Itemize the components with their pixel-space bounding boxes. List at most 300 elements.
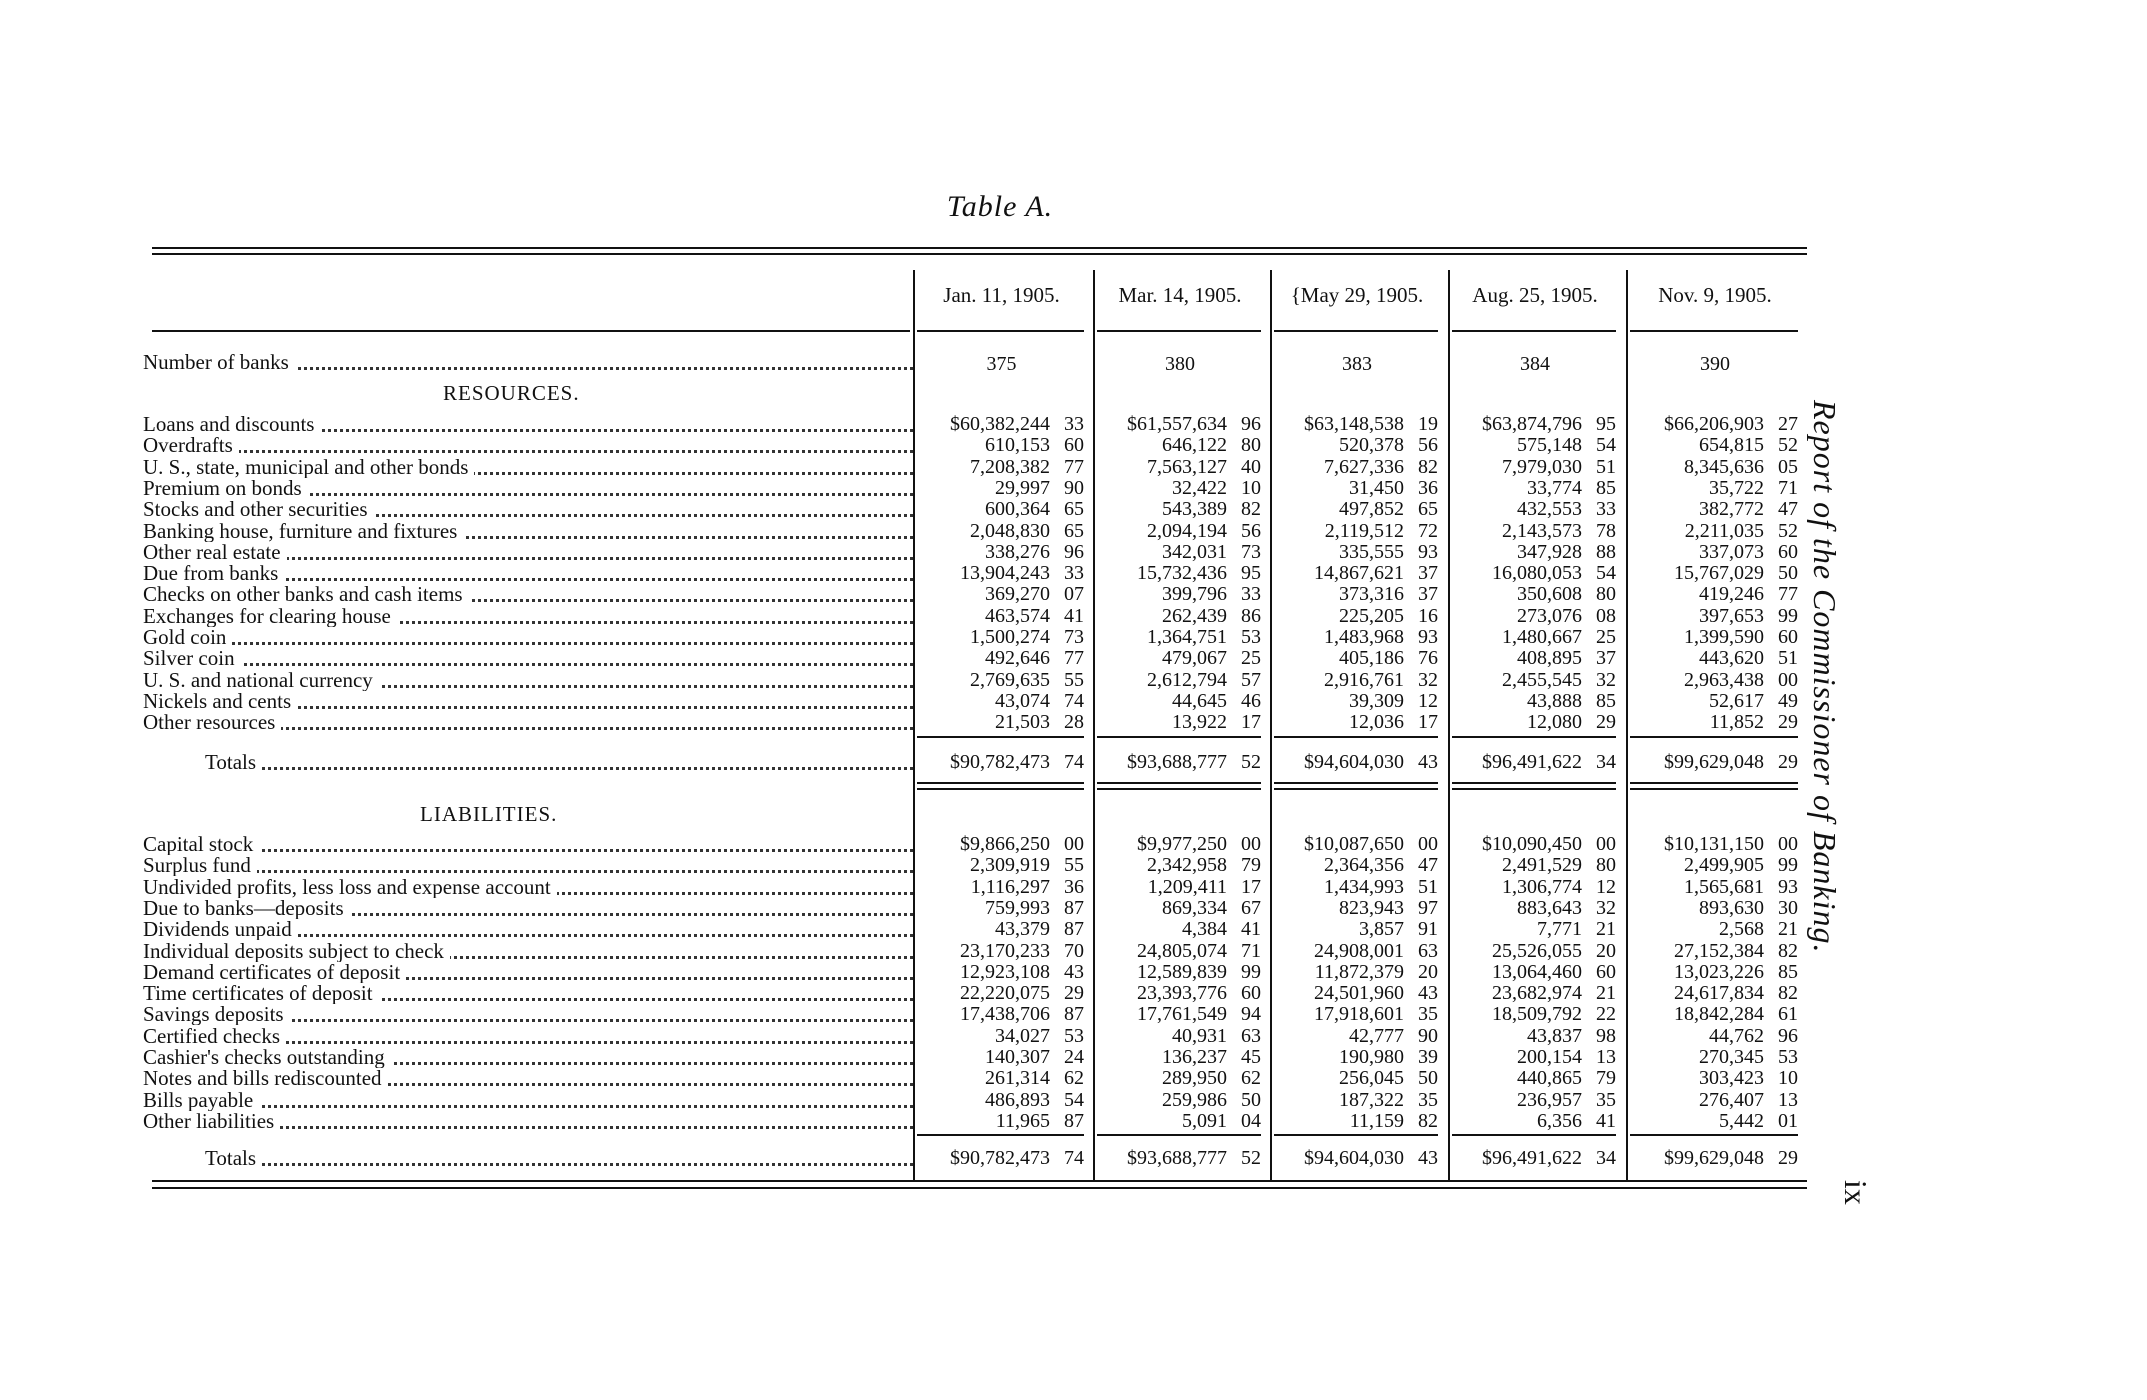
value-cell — [1272, 1047, 1442, 1068]
dollars: 1,434,993 — [1324, 876, 1404, 898]
value-cell — [1450, 606, 1620, 627]
value-cell — [915, 478, 1088, 499]
bottom-rule-inner — [152, 1187, 1807, 1189]
row-label — [143, 752, 913, 773]
value-cell — [1272, 435, 1442, 456]
cents: 04 — [1241, 1110, 1261, 1132]
value-cell — [1272, 1090, 1442, 1111]
row-label-text: U. S. and national currency — [143, 670, 379, 691]
value-cell — [1272, 563, 1442, 584]
section-heading: RESOURCES. — [443, 381, 580, 405]
row-label-text: Time certificates of deposit — [143, 983, 379, 1004]
cents: 25 — [1241, 647, 1261, 669]
cents: 90 — [1064, 477, 1084, 499]
cents: 76 — [1418, 647, 1438, 669]
value-cell — [915, 606, 1088, 627]
value-cell — [1628, 983, 1802, 1004]
value-cell — [1272, 712, 1442, 733]
dollars: 2,119,512 — [1324, 520, 1404, 542]
cents: 56 — [1241, 520, 1261, 542]
cents: 41 — [1241, 918, 1261, 940]
dollars: 2,342,958 — [1147, 854, 1227, 876]
dollars: 187,322 — [1339, 1089, 1404, 1111]
value-cell — [1272, 941, 1442, 962]
value-cell — [1450, 962, 1620, 983]
value-cell — [1628, 712, 1802, 733]
value-cell — [915, 627, 1088, 648]
dollars: 335,555 — [1339, 541, 1404, 563]
cents: 36 — [1064, 876, 1084, 898]
column-header: Jan. 11, 1905. — [943, 283, 1060, 307]
dollars: 23,682,974 — [1492, 982, 1582, 1004]
dollars: 31,450 — [1349, 477, 1404, 499]
dollars: $96,491,622 — [1482, 751, 1582, 773]
cents: 71 — [1778, 477, 1798, 499]
dollars: 13,922 — [1172, 711, 1227, 733]
value-cell — [1628, 919, 1802, 940]
value-cell — [915, 1148, 1088, 1169]
value-cell — [1272, 898, 1442, 919]
value-cell — [1272, 414, 1442, 435]
cents: 37 — [1596, 647, 1616, 669]
dollars: 543,389 — [1162, 498, 1227, 520]
value-cell — [1450, 1068, 1620, 1089]
subtotal-rule — [1097, 1134, 1261, 1136]
value-cell — [915, 414, 1088, 435]
cents: 82 — [1418, 456, 1438, 478]
row-label-text: Premium on bonds — [143, 478, 308, 499]
subtotal-rule — [1452, 736, 1616, 738]
value-cell — [1272, 606, 1442, 627]
dollars: 12,080 — [1527, 711, 1582, 733]
cents: 33 — [1596, 498, 1616, 520]
cents: 10 — [1241, 477, 1261, 499]
subtotal-rule — [917, 1134, 1084, 1136]
cents: 49 — [1778, 690, 1798, 712]
header-rule — [152, 330, 910, 332]
dollars: 7,563,127 — [1147, 456, 1227, 478]
dollars: 342,031 — [1162, 541, 1227, 563]
dollars: 270,345 — [1699, 1046, 1764, 1068]
cents: 43 — [1418, 1147, 1438, 1169]
cents: 41 — [1596, 1110, 1616, 1132]
dollars: $99,629,048 — [1664, 1147, 1764, 1169]
cents: 87 — [1064, 1110, 1084, 1132]
column-header-rule — [1274, 330, 1438, 332]
value-cell — [1095, 521, 1265, 542]
cents: 87 — [1064, 897, 1084, 919]
row-label-text: Stocks and other securities — [143, 499, 374, 520]
row-label-text: Dividends unpaid — [143, 919, 298, 940]
cents: 77 — [1064, 647, 1084, 669]
value-cell — [1272, 983, 1442, 1004]
dollars: 3,857 — [1359, 918, 1404, 940]
cents: 71 — [1241, 940, 1261, 962]
value-cell — [1095, 983, 1265, 1004]
cents: 62 — [1241, 1067, 1261, 1089]
bank-count: 390 — [1700, 353, 1730, 375]
value-cell — [1272, 1026, 1442, 1047]
dollars: 883,643 — [1517, 897, 1582, 919]
value-cell — [1272, 855, 1442, 876]
cents: 67 — [1241, 897, 1261, 919]
cents: 82 — [1778, 982, 1798, 1004]
cents: 61 — [1778, 1003, 1798, 1025]
cents: 00 — [1778, 833, 1798, 855]
cents: 53 — [1064, 1025, 1084, 1047]
dollars: 1,483,968 — [1324, 626, 1404, 648]
value-cell — [1450, 855, 1620, 876]
subtotal-rule — [1630, 736, 1798, 738]
cents: 99 — [1778, 854, 1798, 876]
cents: 08 — [1596, 605, 1616, 627]
cents: 52 — [1778, 434, 1798, 456]
dollars: $93,688,777 — [1127, 751, 1227, 773]
value-cell — [1272, 584, 1442, 605]
row-label — [143, 542, 913, 563]
value-cell — [1272, 521, 1442, 542]
row-label — [143, 834, 913, 855]
value-cell — [1628, 542, 1802, 563]
value-cell — [1628, 457, 1802, 478]
value-cell — [1450, 670, 1620, 691]
cents: 52 — [1241, 751, 1261, 773]
value-cell — [1628, 435, 1802, 456]
row-label-text: Demand certificates of deposit — [143, 962, 406, 983]
row-label-text: Totals — [143, 1148, 262, 1169]
row-label-text: Other real estate — [143, 542, 287, 563]
column-header: {May 29, 1905. — [1290, 283, 1424, 307]
value-cell — [1628, 855, 1802, 876]
subtotal-rule — [1097, 736, 1261, 738]
dollars: 140,307 — [985, 1046, 1050, 1068]
dollars: 24,501,960 — [1314, 982, 1404, 1004]
value-cell — [915, 648, 1088, 669]
value-cell — [1450, 542, 1620, 563]
value-cell — [1095, 1068, 1265, 1089]
value-cell — [1095, 919, 1265, 940]
dollars: 463,574 — [985, 605, 1050, 627]
table-title: Table A. — [946, 190, 1054, 223]
value-cell — [1272, 670, 1442, 691]
dollars: 13,904,243 — [960, 562, 1050, 584]
cents: 82 — [1418, 1110, 1438, 1132]
dollars: 43,379 — [995, 918, 1050, 940]
dollars: 236,957 — [1517, 1089, 1582, 1111]
value-cell — [1450, 457, 1620, 478]
dollars: 32,422 — [1172, 477, 1227, 499]
cents: 88 — [1596, 541, 1616, 563]
dollars: 2,612,794 — [1147, 669, 1227, 691]
dollars: 440,865 — [1517, 1067, 1582, 1089]
cents: 52 — [1241, 1147, 1261, 1169]
value-cell — [1450, 1111, 1620, 1132]
column-header: Nov. 9, 1905. — [1658, 283, 1772, 307]
dollars: 11,965 — [995, 1110, 1050, 1132]
value-cell — [1095, 606, 1265, 627]
row-label — [143, 983, 913, 1004]
bottom-rule — [152, 1180, 1807, 1182]
cents: 50 — [1778, 562, 1798, 584]
value-cell — [915, 898, 1088, 919]
cents: 55 — [1064, 854, 1084, 876]
section-heading: LIABILITIES. — [420, 802, 558, 826]
value-cell — [1095, 648, 1265, 669]
cents: 00 — [1064, 833, 1084, 855]
cents: 97 — [1418, 897, 1438, 919]
dollars: $90,782,473 — [950, 1147, 1050, 1169]
cents: 28 — [1064, 711, 1084, 733]
value-cell — [1095, 941, 1265, 962]
dollars: 654,815 — [1699, 434, 1764, 456]
total-rule — [1630, 782, 1798, 784]
cents: 43 — [1418, 751, 1438, 773]
value-cell — [1095, 1047, 1265, 1068]
cents: 60 — [1778, 626, 1798, 648]
value-cell — [1095, 855, 1265, 876]
cents: 51 — [1596, 456, 1616, 478]
dollars: 2,211,035 — [1684, 520, 1764, 542]
dollars: 27,152,384 — [1674, 940, 1764, 962]
bank-count: 384 — [1520, 353, 1550, 375]
dollars: $61,557,634 — [1127, 413, 1227, 435]
value-cell — [1450, 414, 1620, 435]
dollars: 1,364,751 — [1147, 626, 1227, 648]
row-label-text: Individual deposits subject to check — [143, 941, 450, 962]
dollars: 479,067 — [1162, 647, 1227, 669]
cents: 91 — [1418, 918, 1438, 940]
dollars: $9,977,250 — [1137, 833, 1227, 855]
cents: 37 — [1418, 562, 1438, 584]
row-label-text: Bills payable — [143, 1090, 259, 1111]
value-cell — [915, 584, 1088, 605]
row-label-text: U. S., state, municipal and other bonds — [143, 457, 474, 478]
dollars: 893,630 — [1699, 897, 1764, 919]
value-cell — [1628, 1068, 1802, 1089]
value-cell — [1628, 877, 1802, 898]
dollars: 5,091 — [1182, 1110, 1227, 1132]
row-label-text: Undivided profits, less loss and expense account — [143, 877, 557, 898]
dollars: 13,023,226 — [1674, 961, 1764, 983]
dollars: 869,334 — [1162, 897, 1227, 919]
cents: 13 — [1778, 1089, 1798, 1111]
value-cell — [915, 1090, 1088, 1111]
cents: 96 — [1064, 541, 1084, 563]
subtotal-rule — [1274, 736, 1438, 738]
dollars: 7,627,336 — [1324, 456, 1404, 478]
dollars: 759,993 — [985, 897, 1050, 919]
dollars: 14,867,621 — [1314, 562, 1404, 584]
value-cell — [1272, 834, 1442, 855]
value-cell — [1450, 435, 1620, 456]
leader-dots — [143, 663, 913, 666]
dollars: $94,604,030 — [1304, 751, 1404, 773]
cents: 00 — [1241, 833, 1261, 855]
dollars: 33,774 — [1527, 477, 1582, 499]
dollars: $94,604,030 — [1304, 1147, 1404, 1169]
row-label-text: Checks on other banks and cash items — [143, 584, 469, 605]
dollars: 419,246 — [1699, 583, 1764, 605]
value-cell — [915, 919, 1088, 940]
dollars: 136,237 — [1162, 1046, 1227, 1068]
cents: 73 — [1241, 541, 1261, 563]
cents: 27 — [1778, 413, 1798, 435]
bank-count: 383 — [1342, 353, 1372, 375]
row-label-text: Gold coin — [143, 627, 232, 648]
cents: 80 — [1241, 434, 1261, 456]
row-label — [143, 941, 913, 962]
cents: 60 — [1241, 982, 1261, 1004]
cents: 93 — [1418, 541, 1438, 563]
cents: 19 — [1418, 413, 1438, 435]
cents: 33 — [1064, 413, 1084, 435]
value-cell — [1628, 1026, 1802, 1047]
dollars: 1,565,681 — [1684, 876, 1764, 898]
cents: 39 — [1418, 1046, 1438, 1068]
dollars: 2,143,573 — [1502, 520, 1582, 542]
dollars: 486,893 — [985, 1089, 1050, 1111]
dollars: 12,923,108 — [960, 961, 1050, 983]
cents: 74 — [1064, 1147, 1084, 1169]
dollars: 43,074 — [995, 690, 1050, 712]
cents: 93 — [1778, 876, 1798, 898]
subtotal-rule — [917, 736, 1084, 738]
dollars: $93,688,777 — [1127, 1147, 1227, 1169]
cents: 33 — [1241, 583, 1261, 605]
dollars: 13,064,460 — [1492, 961, 1582, 983]
cents: 34 — [1596, 1147, 1616, 1169]
dollars: 646,122 — [1162, 434, 1227, 456]
dollars: 39,309 — [1349, 690, 1404, 712]
row-label — [143, 352, 913, 373]
value-cell — [915, 941, 1088, 962]
value-cell — [1450, 1148, 1620, 1169]
value-cell — [1095, 962, 1265, 983]
dollars: 23,393,776 — [1137, 982, 1227, 1004]
cents: 54 — [1064, 1089, 1084, 1111]
cents: 41 — [1064, 605, 1084, 627]
value-cell — [1272, 919, 1442, 940]
cents: 51 — [1418, 876, 1438, 898]
dollars: 2,094,194 — [1147, 520, 1227, 542]
value-cell — [1450, 563, 1620, 584]
cents: 50 — [1418, 1067, 1438, 1089]
value-cell — [915, 521, 1088, 542]
value-cell — [1272, 1111, 1442, 1132]
row-label — [143, 478, 913, 499]
subtotal-rule — [1630, 1134, 1798, 1136]
dollars: 18,509,792 — [1492, 1003, 1582, 1025]
value-cell — [915, 877, 1088, 898]
dollars: 1,399,590 — [1684, 626, 1764, 648]
cents: 93 — [1418, 626, 1438, 648]
cents: 80 — [1596, 854, 1616, 876]
value-cell — [1095, 584, 1265, 605]
value-cell — [1272, 877, 1442, 898]
dollars: 35,722 — [1709, 477, 1764, 499]
row-label — [143, 414, 913, 435]
dollars: 200,154 — [1517, 1046, 1582, 1068]
dollars: 5,442 — [1719, 1110, 1764, 1132]
dollars: 190,980 — [1339, 1046, 1404, 1068]
total-rule-inner — [1097, 788, 1261, 790]
row-label-text: Cashier's checks outstanding — [143, 1047, 391, 1068]
value-cell — [915, 499, 1088, 520]
row-label-text: Due to banks—deposits — [143, 898, 350, 919]
top-rule — [152, 247, 1807, 249]
leader-dots — [143, 870, 913, 873]
dollars: 12,589,839 — [1137, 961, 1227, 983]
dollars: 24,908,001 — [1314, 940, 1404, 962]
value-cell — [1628, 962, 1802, 983]
cents: 85 — [1778, 961, 1798, 983]
cents: 50 — [1241, 1089, 1261, 1111]
dollars: 29,997 — [995, 477, 1050, 499]
cents: 96 — [1778, 1025, 1798, 1047]
dollars: 44,645 — [1172, 690, 1227, 712]
cents: 25 — [1596, 626, 1616, 648]
value-cell — [1272, 691, 1442, 712]
row-label — [143, 627, 913, 648]
cents: 65 — [1064, 520, 1084, 542]
value-cell — [1450, 898, 1620, 919]
row-label-text: Totals — [143, 752, 262, 773]
total-rule-inner — [1452, 788, 1616, 790]
cents: 77 — [1064, 456, 1084, 478]
value-cell — [1095, 877, 1265, 898]
value-cell — [1450, 521, 1620, 542]
cents: 65 — [1064, 498, 1084, 520]
row-label — [143, 877, 913, 898]
value-cell — [915, 752, 1088, 773]
dollars: 12,036 — [1349, 711, 1404, 733]
value-cell — [1095, 752, 1265, 773]
value-cell — [1272, 457, 1442, 478]
value-cell — [1450, 1004, 1620, 1025]
value-cell — [1450, 877, 1620, 898]
dollars: 16,080,053 — [1492, 562, 1582, 584]
value-cell — [1095, 627, 1265, 648]
row-label — [143, 648, 913, 669]
value-cell — [915, 691, 1088, 712]
row-label — [143, 898, 913, 919]
value-cell — [1450, 478, 1620, 499]
dollars: 24,617,834 — [1674, 982, 1764, 1004]
value-cell — [915, 670, 1088, 691]
row-label — [143, 1148, 913, 1169]
cents: 60 — [1778, 541, 1798, 563]
dollars: 276,407 — [1699, 1089, 1764, 1111]
cents: 74 — [1064, 751, 1084, 773]
cents: 70 — [1064, 940, 1084, 962]
value-cell — [1450, 1090, 1620, 1111]
dollars: 34,027 — [995, 1025, 1050, 1047]
running-head: Report of the Commissioner of Banking. — [1807, 400, 1843, 954]
value-cell — [915, 1026, 1088, 1047]
subtotal-rule — [1274, 1134, 1438, 1136]
row-label — [143, 855, 913, 876]
dollars: 259,986 — [1162, 1089, 1227, 1111]
row-label — [143, 563, 913, 584]
cents: 12 — [1596, 876, 1616, 898]
cents: 95 — [1596, 413, 1616, 435]
row-label — [143, 1026, 913, 1047]
value-cell — [915, 1047, 1088, 1068]
cents: 53 — [1778, 1046, 1798, 1068]
dollars: 11,852 — [1709, 711, 1764, 733]
value-cell — [915, 1004, 1088, 1025]
row-label-text: Exchanges for clearing house — [143, 606, 397, 627]
